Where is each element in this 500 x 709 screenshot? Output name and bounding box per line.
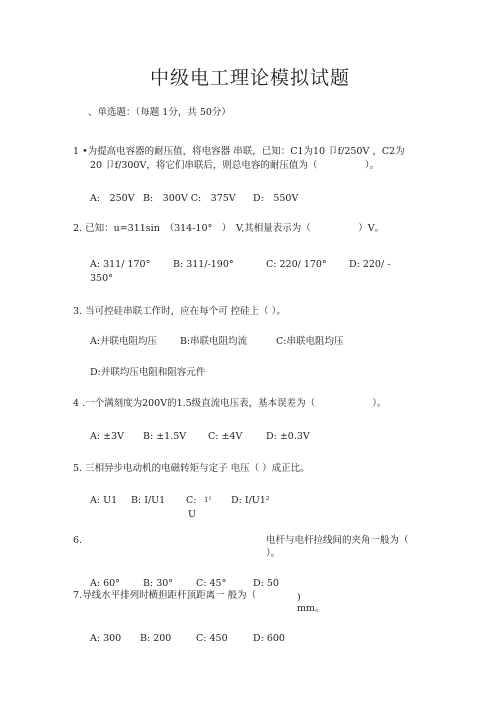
q3-option: B:串联电阻均流	[180, 336, 248, 347]
q7-option: A: 300	[90, 633, 122, 644]
q6-option: C: 45°	[196, 578, 227, 589]
q6-number: 6.	[73, 535, 83, 546]
q5-option: B: I/U1	[131, 495, 166, 506]
q4-option: C: ±4V	[208, 431, 243, 442]
q7-close-paren: )	[297, 592, 301, 603]
q7-unit: mm。	[297, 603, 325, 614]
q7-option: B: 200	[140, 633, 172, 644]
q7-option: C: 450	[196, 633, 228, 644]
q1-line2: 20 卩f/300V，将它们串联后，则总电容的耐压值为（ ）。	[90, 160, 380, 171]
q4-option: B: ±1.5V	[143, 431, 187, 442]
q6-text: 电杆与电杆拉线间的夹角一般为（	[266, 535, 409, 546]
q1-line1: 1 •为提高电容器的耐压值，将电容器 串联，已知：C1为10 卩f/250V ，C2为	[73, 146, 405, 157]
q3-option: A:并联电阻均压	[90, 336, 158, 347]
q5-option: D: I/U1²	[231, 495, 270, 506]
q4-line1: 4 .一个满刻度为200V的1.5级直流电压表，基本误差为（ ）。	[73, 398, 387, 409]
q1-option: D: 550V	[253, 193, 299, 204]
q5-option: A: U1	[90, 495, 118, 506]
q6-option: D: 50	[253, 578, 279, 589]
q2-option: A: 311/ 170°	[90, 259, 151, 270]
q6-text-end: ）。	[266, 548, 281, 559]
q4-option: A: ±3V	[90, 431, 124, 442]
page-title: 中级电工理论模拟试题	[149, 67, 350, 89]
q4-option: D: ±0.3V	[266, 431, 310, 442]
q1-option: A: 250V	[90, 193, 135, 204]
q5-line1: 5. 三相异步电动机的电磁转矩与定子 电压（ ）成正比。	[73, 463, 310, 474]
q1-option: B: 300V C: 375V	[143, 193, 236, 204]
q2-option: C: 220/ 170°	[266, 259, 327, 270]
q2-line1: 2. 已知：u=311sin （314-10° ） V,其相量表示为（ ）V。	[73, 223, 385, 234]
q6-option: A: 60°	[90, 578, 120, 589]
q5-option-c-under: U	[188, 509, 197, 520]
q5-option-c-superscript: 1²	[204, 496, 212, 504]
section-heading: 、单选题：（每题 1分，共 50分）	[88, 107, 231, 118]
q2-option: D: 220/ -	[349, 259, 391, 270]
q5-option: C:	[186, 495, 197, 506]
q3-line1: 3. 当可控硅串联工作时，应在每个可 控硅上（ ）。	[73, 306, 286, 317]
q2-option: B: 311/-190°	[173, 259, 234, 270]
q2-option-wrap: 350°	[90, 273, 113, 284]
q6-option: B: 30°	[143, 578, 174, 589]
q7-line1: 7.导线水平排列时横担距杆顶距离一 般为（	[73, 590, 257, 601]
q3-option-d: D:并联均压电阻和阻容元件	[90, 367, 206, 378]
q3-option: C:串联电阻均压	[276, 336, 344, 347]
q7-option: D: 600	[253, 633, 285, 644]
